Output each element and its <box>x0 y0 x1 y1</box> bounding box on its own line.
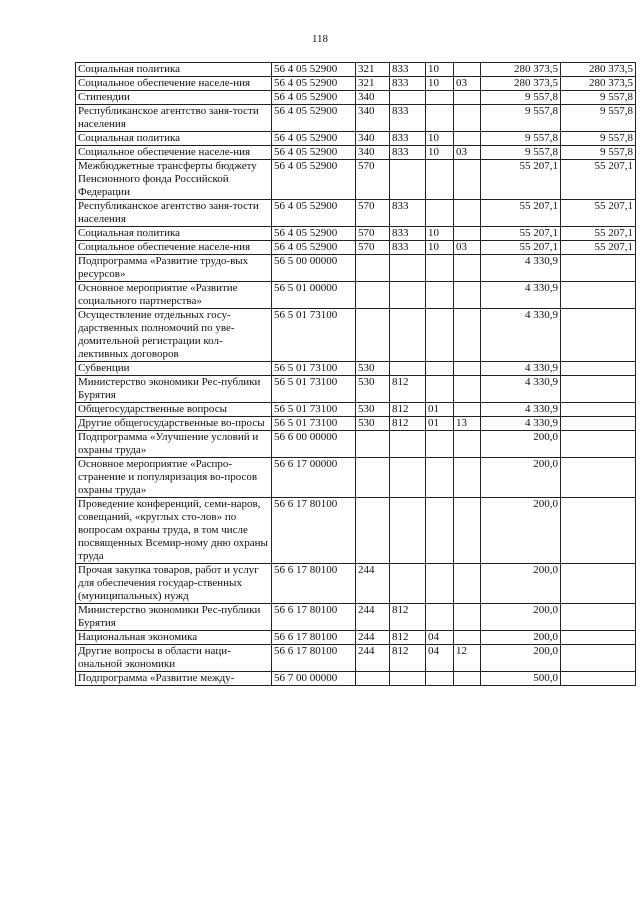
section-code-cell: 10 <box>426 63 454 77</box>
section-code-cell <box>426 376 454 403</box>
subsection-code-cell <box>454 132 481 146</box>
row-name-cell: Министерство экономики Рес-публики Бурятия <box>76 604 272 631</box>
amount-cell: 200,0 <box>481 431 561 458</box>
amount-2-cell <box>561 309 636 362</box>
amount-cell: 200,0 <box>481 645 561 672</box>
department-code-cell <box>390 431 426 458</box>
expense-type-cell <box>356 672 390 686</box>
amount-cell: 9 557,8 <box>481 91 561 105</box>
expense-type-cell <box>356 255 390 282</box>
table-row <box>76 282 636 309</box>
row-name-cell: Социальное обеспечение населе-ния <box>76 146 272 160</box>
target-article-code-cell: 56 5 01 73100 <box>272 362 356 376</box>
subsection-code-cell <box>454 105 481 132</box>
expense-type-cell: 244 <box>356 645 390 672</box>
target-article-code-cell: 56 4 05 52900 <box>272 241 356 255</box>
department-code-cell <box>390 309 426 362</box>
expense-type-cell: 530 <box>356 417 390 431</box>
table-row <box>76 564 636 604</box>
row-name-cell: Социальное обеспечение населе-ния <box>76 77 272 91</box>
amount-2-cell <box>561 255 636 282</box>
section-code-cell <box>426 309 454 362</box>
department-code-cell: 833 <box>390 146 426 160</box>
section-code-cell <box>426 362 454 376</box>
amount-cell: 280 373,5 <box>481 77 561 91</box>
expense-type-cell: 530 <box>356 362 390 376</box>
table-row <box>76 376 636 403</box>
table-row <box>76 645 636 672</box>
expense-type-cell: 570 <box>356 227 390 241</box>
amount-cell: 55 207,1 <box>481 160 561 200</box>
amount-2-cell <box>561 631 636 645</box>
amount-cell: 4 330,9 <box>481 376 561 403</box>
expense-type-cell: 244 <box>356 604 390 631</box>
subsection-code-cell <box>454 63 481 77</box>
section-code-cell <box>426 255 454 282</box>
section-code-cell <box>426 200 454 227</box>
row-name-cell: Субвенции <box>76 362 272 376</box>
amount-2-cell <box>561 564 636 604</box>
target-article-code-cell: 56 6 17 80100 <box>272 631 356 645</box>
section-code-cell <box>426 564 454 604</box>
table-row <box>76 431 636 458</box>
amount-2-cell: 55 207,1 <box>561 160 636 200</box>
expense-type-cell: 340 <box>356 132 390 146</box>
row-name-cell: Социальная политика <box>76 227 272 241</box>
table-row <box>76 403 636 417</box>
expense-type-cell: 570 <box>356 241 390 255</box>
table-row <box>76 458 636 498</box>
target-article-code-cell: 56 5 01 73100 <box>272 309 356 362</box>
section-code-cell: 01 <box>426 417 454 431</box>
table-row <box>76 77 636 91</box>
target-article-code-cell: 56 7 00 00000 <box>272 672 356 686</box>
subsection-code-cell <box>454 376 481 403</box>
expense-type-cell: 321 <box>356 63 390 77</box>
department-code-cell: 833 <box>390 77 426 91</box>
section-code-cell <box>426 160 454 200</box>
subsection-code-cell <box>454 160 481 200</box>
department-code-cell <box>390 672 426 686</box>
amount-cell: 200,0 <box>481 564 561 604</box>
section-code-cell <box>426 604 454 631</box>
amount-2-cell: 9 557,8 <box>561 146 636 160</box>
amount-cell: 55 207,1 <box>481 241 561 255</box>
amount-2-cell <box>561 417 636 431</box>
amount-cell: 500,0 <box>481 672 561 686</box>
budget-table <box>75 62 636 686</box>
section-code-cell: 04 <box>426 645 454 672</box>
row-name-cell: Республиканское агентство заня-тости населения <box>76 200 272 227</box>
department-code-cell <box>390 458 426 498</box>
amount-cell: 200,0 <box>481 458 561 498</box>
amount-cell: 4 330,9 <box>481 282 561 309</box>
section-code-cell: 10 <box>426 146 454 160</box>
section-code-cell <box>426 105 454 132</box>
subsection-code-cell: 13 <box>454 417 481 431</box>
amount-2-cell <box>561 604 636 631</box>
target-article-code-cell: 56 4 05 52900 <box>272 132 356 146</box>
subsection-code-cell <box>454 227 481 241</box>
row-name-cell: Республиканское агентство заня-тости населения <box>76 105 272 132</box>
target-article-code-cell: 56 6 17 00000 <box>272 458 356 498</box>
target-article-code-cell: 56 4 05 52900 <box>272 200 356 227</box>
row-name-cell: Общегосударственные вопросы <box>76 403 272 417</box>
amount-2-cell: 9 557,8 <box>561 105 636 132</box>
subsection-code-cell <box>454 631 481 645</box>
subsection-code-cell <box>454 431 481 458</box>
department-code-cell <box>390 160 426 200</box>
amount-2-cell <box>561 403 636 417</box>
section-code-cell <box>426 282 454 309</box>
row-name-cell: Подпрограмма «Улучшение условий и охраны труда» <box>76 431 272 458</box>
table-row <box>76 672 636 686</box>
table-row <box>76 200 636 227</box>
table-row <box>76 241 636 255</box>
amount-2-cell <box>561 645 636 672</box>
expense-type-cell: 570 <box>356 160 390 200</box>
subsection-code-cell <box>454 672 481 686</box>
department-code-cell <box>390 255 426 282</box>
section-code-cell: 10 <box>426 241 454 255</box>
department-code-cell: 833 <box>390 132 426 146</box>
department-code-cell <box>390 498 426 564</box>
table-row <box>76 631 636 645</box>
section-code-cell: 10 <box>426 227 454 241</box>
table-row <box>76 160 636 200</box>
target-article-code-cell: 56 6 17 80100 <box>272 604 356 631</box>
amount-cell: 9 557,8 <box>481 105 561 132</box>
section-code-cell: 01 <box>426 403 454 417</box>
row-name-cell: Межбюджетные трансферты бюджету Пенсионного фонда Российской Федерации <box>76 160 272 200</box>
department-code-cell: 812 <box>390 645 426 672</box>
row-name-cell: Национальная экономика <box>76 631 272 645</box>
amount-cell: 200,0 <box>481 604 561 631</box>
section-code-cell <box>426 498 454 564</box>
row-name-cell: Прочая закупка товаров, работ и услуг для обеспечения государ-ственных (муниципальных) нужд <box>76 564 272 604</box>
target-article-code-cell: 56 6 17 80100 <box>272 645 356 672</box>
section-code-cell <box>426 458 454 498</box>
amount-2-cell <box>561 458 636 498</box>
expense-type-cell: 530 <box>356 376 390 403</box>
section-code-cell <box>426 431 454 458</box>
row-name-cell: Другие вопросы в области наци-ональной экономики <box>76 645 272 672</box>
amount-2-cell: 55 207,1 <box>561 227 636 241</box>
subsection-code-cell <box>454 282 481 309</box>
amount-2-cell <box>561 498 636 564</box>
table-row <box>76 362 636 376</box>
section-code-cell: 10 <box>426 77 454 91</box>
target-article-code-cell: 56 6 17 80100 <box>272 564 356 604</box>
section-code-cell: 04 <box>426 631 454 645</box>
amount-cell: 55 207,1 <box>481 200 561 227</box>
expense-type-cell <box>356 431 390 458</box>
subsection-code-cell <box>454 91 481 105</box>
subsection-code-cell <box>454 403 481 417</box>
table-row <box>76 255 636 282</box>
target-article-code-cell: 56 6 17 80100 <box>272 498 356 564</box>
table-row <box>76 498 636 564</box>
amount-2-cell: 55 207,1 <box>561 241 636 255</box>
target-article-code-cell: 56 4 05 52900 <box>272 63 356 77</box>
row-name-cell: Подпрограмма «Развитие между- <box>76 672 272 686</box>
amount-2-cell <box>561 376 636 403</box>
table-row <box>76 227 636 241</box>
expense-type-cell: 340 <box>356 91 390 105</box>
expense-type-cell <box>356 282 390 309</box>
amount-cell: 200,0 <box>481 631 561 645</box>
department-code-cell <box>390 564 426 604</box>
target-article-code-cell: 56 5 01 00000 <box>272 282 356 309</box>
department-code-cell: 812 <box>390 403 426 417</box>
amount-2-cell: 280 373,5 <box>561 77 636 91</box>
table-row <box>76 146 636 160</box>
table-row <box>76 105 636 132</box>
row-name-cell: Основное мероприятие «Развитие социального партнерства» <box>76 282 272 309</box>
target-article-code-cell: 56 4 05 52900 <box>272 91 356 105</box>
target-article-code-cell: 56 6 00 00000 <box>272 431 356 458</box>
row-name-cell: Проведение конференций, семи-наров, совещаний, «круглых сто-лов» по вопросам охраны труда, в том числе посвященных Всемир-ному дню охраны труда <box>76 498 272 564</box>
amount-2-cell: 55 207,1 <box>561 200 636 227</box>
table-row <box>76 132 636 146</box>
subsection-code-cell <box>454 309 481 362</box>
target-article-code-cell: 56 5 01 73100 <box>272 417 356 431</box>
target-article-code-cell: 56 4 05 52900 <box>272 227 356 241</box>
amount-cell: 4 330,9 <box>481 362 561 376</box>
department-code-cell: 833 <box>390 63 426 77</box>
expense-type-cell: 340 <box>356 146 390 160</box>
department-code-cell: 812 <box>390 604 426 631</box>
target-article-code-cell: 56 4 05 52900 <box>272 105 356 132</box>
table-row <box>76 604 636 631</box>
expense-type-cell <box>356 498 390 564</box>
row-name-cell: Социальная политика <box>76 63 272 77</box>
amount-cell: 280 373,5 <box>481 63 561 77</box>
subsection-code-cell <box>454 604 481 631</box>
subsection-code-cell: 03 <box>454 146 481 160</box>
amount-cell: 4 330,9 <box>481 309 561 362</box>
row-name-cell: Подпрограмма «Развитие трудо-вых ресурсов» <box>76 255 272 282</box>
expense-type-cell <box>356 458 390 498</box>
subsection-code-cell: 03 <box>454 241 481 255</box>
department-code-cell <box>390 282 426 309</box>
amount-cell: 4 330,9 <box>481 255 561 282</box>
department-code-cell <box>390 362 426 376</box>
expense-type-cell: 530 <box>356 403 390 417</box>
department-code-cell: 812 <box>390 376 426 403</box>
subsection-code-cell <box>454 564 481 604</box>
expense-type-cell <box>356 309 390 362</box>
expense-type-cell: 244 <box>356 631 390 645</box>
subsection-code-cell: 12 <box>454 645 481 672</box>
department-code-cell: 833 <box>390 200 426 227</box>
subsection-code-cell <box>454 362 481 376</box>
department-code-cell: 833 <box>390 241 426 255</box>
row-name-cell: Социальная политика <box>76 132 272 146</box>
amount-2-cell <box>561 431 636 458</box>
table-row <box>76 309 636 362</box>
amount-2-cell: 9 557,8 <box>561 132 636 146</box>
department-code-cell: 833 <box>390 105 426 132</box>
department-code-cell: 812 <box>390 417 426 431</box>
expense-type-cell: 244 <box>356 564 390 604</box>
amount-cell: 9 557,8 <box>481 146 561 160</box>
row-name-cell: Социальное обеспечение населе-ния <box>76 241 272 255</box>
row-name-cell: Основное мероприятие «Распро-странение и популяризация во-просов охраны труда» <box>76 458 272 498</box>
row-name-cell: Другие общегосударственные во-просы <box>76 417 272 431</box>
amount-2-cell <box>561 672 636 686</box>
target-article-code-cell: 56 4 05 52900 <box>272 146 356 160</box>
target-article-code-cell: 56 5 01 73100 <box>272 403 356 417</box>
subsection-code-cell <box>454 200 481 227</box>
subsection-code-cell <box>454 498 481 564</box>
target-article-code-cell: 56 4 05 52900 <box>272 160 356 200</box>
expense-type-cell: 570 <box>356 200 390 227</box>
expense-type-cell: 321 <box>356 77 390 91</box>
target-article-code-cell: 56 5 01 73100 <box>272 376 356 403</box>
section-code-cell <box>426 672 454 686</box>
amount-2-cell: 9 557,8 <box>561 91 636 105</box>
table-row <box>76 417 636 431</box>
department-code-cell: 812 <box>390 631 426 645</box>
section-code-cell: 10 <box>426 132 454 146</box>
row-name-cell: Министерство экономики Рес-публики Бурятия <box>76 376 272 403</box>
row-name-cell: Стипендии <box>76 91 272 105</box>
section-code-cell <box>426 91 454 105</box>
amount-2-cell <box>561 362 636 376</box>
page-number: 118 <box>311 33 329 45</box>
subsection-code-cell <box>454 458 481 498</box>
amount-2-cell: 280 373,5 <box>561 63 636 77</box>
subsection-code-cell <box>454 255 481 282</box>
department-code-cell <box>390 91 426 105</box>
row-name-cell: Осуществление отдельных госу-дарственных полномочий по уве-домительной регистрации кол-лективных договоров <box>76 309 272 362</box>
table-row <box>76 63 636 77</box>
subsection-code-cell: 03 <box>454 77 481 91</box>
amount-cell: 55 207,1 <box>481 227 561 241</box>
target-article-code-cell: 56 4 05 52900 <box>272 77 356 91</box>
expense-type-cell: 340 <box>356 105 390 132</box>
department-code-cell: 833 <box>390 227 426 241</box>
target-article-code-cell: 56 5 00 00000 <box>272 255 356 282</box>
amount-cell: 4 330,9 <box>481 417 561 431</box>
amount-cell: 9 557,8 <box>481 132 561 146</box>
table-row <box>76 91 636 105</box>
amount-cell: 200,0 <box>481 498 561 564</box>
amount-2-cell <box>561 282 636 309</box>
amount-cell: 4 330,9 <box>481 403 561 417</box>
